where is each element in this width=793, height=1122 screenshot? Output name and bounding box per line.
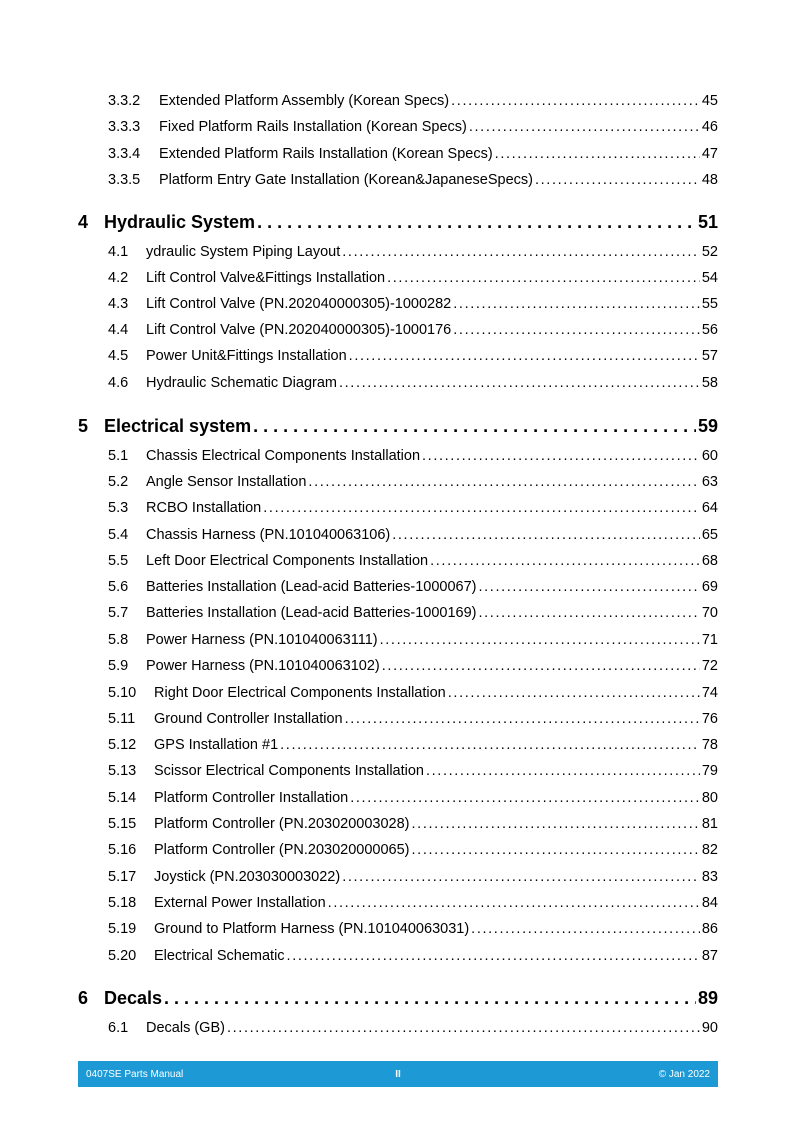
dot-leader xyxy=(342,869,700,885)
toc-entry-5-4[interactable] xyxy=(108,527,718,547)
dot-leader xyxy=(535,172,700,188)
toc-entry-number: 5.11 xyxy=(108,711,136,727)
dot-leader xyxy=(257,212,696,233)
toc-entry-title: RCBO Installation xyxy=(146,500,262,516)
toc-entry-page: 68 xyxy=(701,553,718,569)
toc-entry-page: 81 xyxy=(701,816,718,832)
toc-entry-number: 6.1 xyxy=(108,1020,129,1036)
toc-entry-title: Power Harness (PN.101040063111) xyxy=(146,632,378,648)
toc-entry-page: 71 xyxy=(701,632,718,648)
toc-entry-page: 48 xyxy=(701,172,718,188)
footer-copyright: © Jan 2022 xyxy=(658,1068,710,1080)
toc-entry-number: 5.19 xyxy=(108,921,137,937)
toc-entry-title: Batteries Installation (Lead-acid Batteries-1000169) xyxy=(146,605,477,621)
toc-entry-5-18[interactable] xyxy=(108,895,718,915)
toc-entry-number: 5.2 xyxy=(108,474,129,490)
toc-entry-number: 4.6 xyxy=(108,375,129,391)
toc-entry-5-6[interactable] xyxy=(108,579,718,599)
dot-leader xyxy=(342,244,700,260)
toc-entry-5-16[interactable] xyxy=(108,842,718,862)
toc-chapter-page: 51 xyxy=(697,212,718,232)
dot-leader xyxy=(387,270,700,286)
dot-leader xyxy=(380,632,700,648)
dot-leader xyxy=(328,895,700,911)
toc-entry-4-1[interactable] xyxy=(108,244,718,264)
toc-entry-title: Platform Controller (PN.203020003028) xyxy=(154,816,410,832)
toc-entry-title: Platform Controller (PN.203020000065) xyxy=(154,842,410,858)
toc-entry-title: External Power Installation xyxy=(154,895,326,911)
toc-entry-page: 47 xyxy=(701,146,718,162)
toc-entry-5-3[interactable] xyxy=(108,500,718,520)
toc-entry-number: 5.17 xyxy=(108,869,137,885)
toc-entry-number: 5.1 xyxy=(108,448,129,464)
toc-entry-5-14[interactable] xyxy=(108,790,718,810)
toc-chapter-4[interactable] xyxy=(78,212,718,236)
toc-entry-number: 5.14 xyxy=(108,790,137,806)
toc-entry-page: 64 xyxy=(701,500,718,516)
toc-entry-page: 70 xyxy=(701,605,718,621)
toc-entry-page: 78 xyxy=(701,737,718,753)
toc-entry-number: 4.4 xyxy=(108,322,129,338)
toc-entry-number: 4.5 xyxy=(108,348,129,364)
toc-entry-page: 80 xyxy=(701,790,718,806)
toc-entry-page: 52 xyxy=(701,244,718,260)
toc-entry-page: 90 xyxy=(701,1020,718,1036)
toc-entry-title: Power Unit&Fittings Installation xyxy=(146,348,347,364)
toc-entry-4-2[interactable] xyxy=(108,270,718,290)
dot-leader xyxy=(412,816,700,832)
toc-entry-title: Ground Controller Installation xyxy=(154,711,343,727)
toc-entry-title: Extended Platform Rails Installation (Korean Specs) xyxy=(159,146,493,162)
dot-leader xyxy=(451,93,700,109)
toc-entry-title: Power Harness (PN.101040063102) xyxy=(146,658,380,674)
toc-entry-number: 5.8 xyxy=(108,632,129,648)
toc-entry-page: 54 xyxy=(701,270,718,286)
toc-entry-6-1[interactable] xyxy=(108,1020,718,1040)
toc-entry-page: 74 xyxy=(701,685,718,701)
toc-entry-title: Scissor Electrical Components Installation xyxy=(154,763,424,779)
toc-entry-3-3-3[interactable] xyxy=(108,119,718,139)
toc-entry-title: Lift Control Valve (PN.202040000305)-1000282 xyxy=(146,296,452,312)
dot-leader xyxy=(280,737,700,753)
dot-leader xyxy=(350,790,700,806)
toc-entry-title: Ground to Platform Harness (PN.101040063031) xyxy=(154,921,470,937)
toc-entry-title: Batteries Installation (Lead-acid Batteries-1000067) xyxy=(146,579,477,595)
toc-entry-number: 5.20 xyxy=(108,948,137,964)
toc-entry-page: 45 xyxy=(701,93,718,109)
toc-entry-5-2[interactable] xyxy=(108,474,718,494)
toc-entry-title: Lift Control Valve (PN.202040000305)-1000176 xyxy=(146,322,452,338)
dot-leader xyxy=(253,416,696,437)
toc-entry-page: 58 xyxy=(701,375,718,391)
toc-entry-title: Fixed Platform Rails Installation (Korean Specs) xyxy=(159,119,467,135)
toc-entry-number: 4.2 xyxy=(108,270,129,286)
toc-entry-title: Electrical Schematic xyxy=(154,948,285,964)
dot-leader xyxy=(453,322,700,338)
dot-leader xyxy=(426,763,700,779)
toc-entry-page: 79 xyxy=(701,763,718,779)
toc-entry-page: 87 xyxy=(701,948,718,964)
toc-entry-title: ydraulic System Piping Layout xyxy=(146,244,341,260)
dot-leader xyxy=(263,500,700,516)
dot-leader xyxy=(412,842,700,858)
toc-entry-title: Angle Sensor Installation xyxy=(146,474,307,490)
toc-entry-page: 86 xyxy=(701,921,718,937)
dot-leader xyxy=(382,658,700,674)
toc-entry-page: 55 xyxy=(701,296,718,312)
toc-entry-5-9[interactable] xyxy=(108,658,718,678)
dot-leader xyxy=(349,348,700,364)
dot-leader xyxy=(471,921,700,937)
dot-leader xyxy=(453,296,700,312)
toc-chapter-6[interactable] xyxy=(78,988,718,1012)
dot-leader xyxy=(422,448,700,464)
toc-entry-title: Left Door Electrical Components Installation xyxy=(146,553,429,569)
toc-entry-5-7[interactable] xyxy=(108,605,718,625)
toc-entry-number: 5.15 xyxy=(108,816,137,832)
toc-entry-page: 65 xyxy=(701,527,718,543)
toc-chapter-page: 89 xyxy=(697,988,718,1008)
page-footer xyxy=(78,1061,718,1087)
toc-entry-number: 3.3.4 xyxy=(108,146,141,162)
toc-entry-title: Joystick (PN.203030003022) xyxy=(154,869,341,885)
toc-entry-number: 5.9 xyxy=(108,658,129,674)
toc-entry-page: 56 xyxy=(701,322,718,338)
toc-entry-page: 83 xyxy=(701,869,718,885)
toc-entry-number: 4.3 xyxy=(108,296,129,312)
toc-entry-title: Extended Platform Assembly (Korean Specs) xyxy=(159,93,450,109)
toc-entry-title: Decals (GB) xyxy=(146,1020,225,1036)
toc-entry-4-4[interactable] xyxy=(108,322,718,342)
dot-leader xyxy=(345,711,700,727)
dot-leader xyxy=(227,1020,700,1036)
toc-entry-number: 3.3.2 xyxy=(108,93,141,109)
toc-entry-5-15[interactable] xyxy=(108,816,718,836)
toc-entry-number: 5.5 xyxy=(108,553,129,569)
toc-entry-number: 3.3.5 xyxy=(108,172,141,188)
toc-entry-number: 5.13 xyxy=(108,763,137,779)
toc-entry-5-11[interactable] xyxy=(108,711,718,731)
toc-entry-number: 5.6 xyxy=(108,579,129,595)
toc-chapter-number: 5 xyxy=(78,416,89,436)
toc-entry-5-17[interactable] xyxy=(108,869,718,889)
toc-entry-page: 63 xyxy=(701,474,718,490)
dot-leader xyxy=(478,579,699,595)
toc-entry-number: 3.3.3 xyxy=(108,119,141,135)
toc-entry-number: 5.18 xyxy=(108,895,137,911)
toc-entry-5-10[interactable] xyxy=(108,685,718,705)
dot-leader xyxy=(164,988,696,1009)
toc-entry-number: 4.1 xyxy=(108,244,129,260)
toc-entry-number: 5.10 xyxy=(108,685,137,701)
toc-entry-title: Chassis Harness (PN.101040063106) xyxy=(146,527,391,543)
toc-entry-title: Lift Control Valve&Fittings Installation xyxy=(146,270,386,286)
toc-entry-4-5[interactable] xyxy=(108,348,718,368)
toc-entry-page: 76 xyxy=(701,711,718,727)
toc-entry-5-13[interactable] xyxy=(108,763,718,783)
footer-manual-title: 0407SE Parts Manual xyxy=(86,1068,184,1080)
toc-chapter-number: 4 xyxy=(78,212,89,232)
toc-entry-5-19[interactable] xyxy=(108,921,718,941)
dot-leader xyxy=(469,119,700,135)
dot-leader xyxy=(478,605,699,621)
toc-entry-title: GPS Installation #1 xyxy=(154,737,279,753)
toc-entry-number: 5.3 xyxy=(108,500,129,516)
toc-chapter-number: 6 xyxy=(78,988,89,1008)
toc-entry-5-5[interactable] xyxy=(108,553,718,573)
toc-entry-4-3[interactable] xyxy=(108,296,718,316)
toc-entry-title: Chassis Electrical Components Installation xyxy=(146,448,421,464)
toc-chapter-title: Electrical system xyxy=(104,416,252,436)
toc-entry-number: 5.7 xyxy=(108,605,129,621)
dot-leader xyxy=(392,527,700,543)
dot-leader xyxy=(448,685,700,701)
toc-entry-page: 57 xyxy=(701,348,718,364)
toc-entry-number: 5.4 xyxy=(108,527,129,543)
toc-chapter-page: 59 xyxy=(697,416,718,436)
footer-page-number: II xyxy=(395,1068,401,1080)
toc-entry-page: 46 xyxy=(701,119,718,135)
toc-entry-page: 82 xyxy=(701,842,718,858)
toc-entry-title: Platform Controller Installation xyxy=(154,790,349,806)
toc-entry-number: 5.12 xyxy=(108,737,137,753)
toc-entry-page: 69 xyxy=(701,579,718,595)
toc-entry-title: Right Door Electrical Components Installation xyxy=(154,685,446,701)
toc-entry-5-1[interactable] xyxy=(108,448,718,468)
toc-entry-5-20[interactable] xyxy=(108,948,718,968)
toc-entry-page: 60 xyxy=(701,448,718,464)
toc-entry-5-8[interactable] xyxy=(108,632,718,652)
toc-entry-3-3-4[interactable] xyxy=(108,146,718,166)
toc-chapter-title: Decals xyxy=(104,988,163,1008)
toc-entry-title: Hydraulic Schematic Diagram xyxy=(146,375,337,391)
toc-entry-title: Platform Entry Gate Installation (Korean&JapaneseSpecs) xyxy=(159,172,533,188)
dot-leader xyxy=(308,474,699,490)
toc-entry-4-6[interactable] xyxy=(108,375,718,395)
toc-chapter-title: Hydraulic System xyxy=(104,212,256,232)
dot-leader xyxy=(287,948,700,964)
dot-leader xyxy=(495,146,700,162)
toc-entry-number: 5.16 xyxy=(108,842,137,858)
toc-entry-5-12[interactable] xyxy=(108,737,718,757)
dot-leader xyxy=(430,553,700,569)
dot-leader xyxy=(339,375,700,391)
toc-entry-page: 84 xyxy=(701,895,718,911)
toc-entry-3-3-5[interactable] xyxy=(108,172,718,192)
toc-entry-3-3-2[interactable] xyxy=(108,93,718,113)
toc-entry-page: 72 xyxy=(701,658,718,674)
toc-chapter-5[interactable] xyxy=(78,416,718,440)
